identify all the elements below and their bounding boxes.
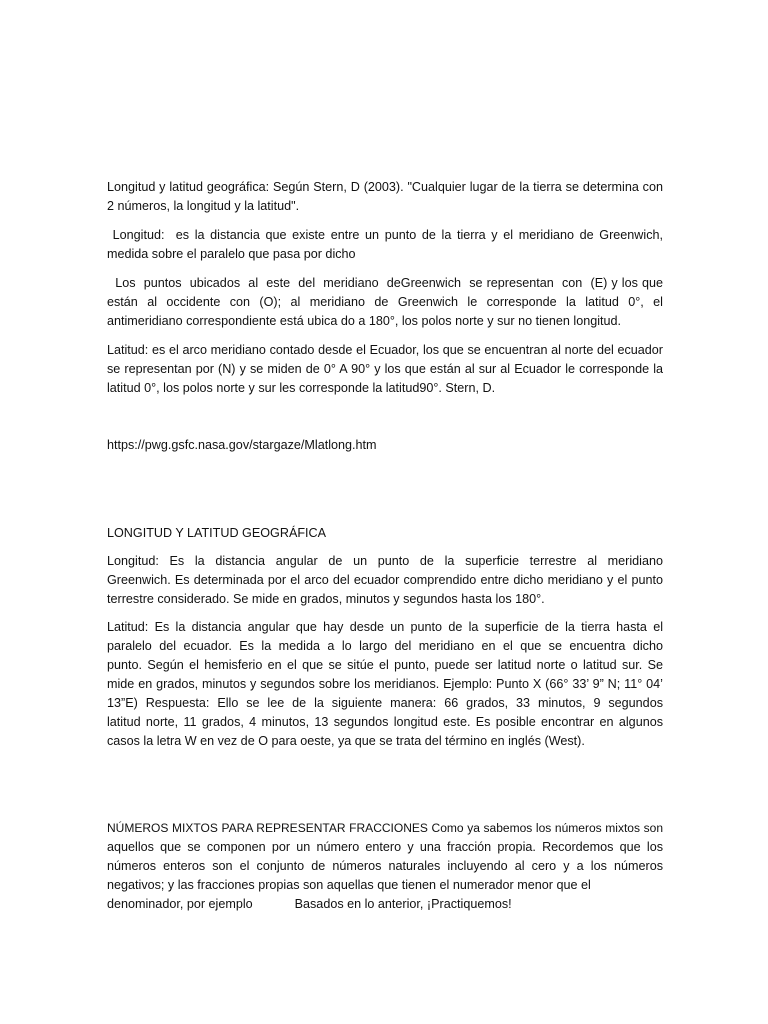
text-line: terrestre considerado. Se mide en grados, minutos y segundos hasta los 180°. (107, 592, 545, 606)
text-line: se representan por (N) y se miden de 0° A 90° y los que están al sur al Ecuador le corresponde la (107, 362, 663, 376)
text-line: Longitud: Es la distancia angular de un punto de la superficie terrestre al meridiano (107, 554, 663, 568)
text-line: negativos; y las fracciones propias son aquellas que tienen el numerador menor que el (107, 878, 591, 892)
paragraph-latitud-definition (107, 341, 663, 398)
text-line: números enteros son el conjunto de números naturales incluyendo al cero y a los números (107, 859, 663, 873)
paragraph-puntos-este (107, 274, 663, 331)
text-line: están al occidente con (O); al meridiano de Greenwich le corresponde la latitud 0°, el (107, 295, 663, 309)
text-line: paralelo del ecuador. Es la medida a lo largo del meridiano en el que se encuentra dicho (107, 639, 663, 653)
text-line: antimeridiano correspondiente está ubica do a 180°, los polos norte y sur no tienen longitud. (107, 314, 622, 328)
paragraph-longitud-angular (107, 552, 663, 609)
text-line: mide en grados, minutos y segundos sobre los meridianos. Ejemplo: Punto X (66° 33’ 9” N; 11° 04’ (107, 677, 663, 691)
text-line: Los puntos ubicados al este del meridiano deGreenwich se representan con (E) y los que (107, 276, 663, 290)
text-line: latitud norte, 11 grados, 4 minutos, 13 segundos longitud este. Es posible encontrar en algunos (107, 715, 663, 729)
section-heading (107, 524, 663, 543)
paragraph-numeros-mixtos (107, 819, 663, 914)
text-line: NÚMEROS MIXTOS PARA REPRESENTAR FRACCIONES Como ya sabemos los números mixtos son (107, 821, 663, 835)
text-line: casos la letra W en vez de O para oeste, ya que se trata del término en inglés (West). (107, 734, 585, 748)
source-url (107, 436, 663, 455)
text-line: latitud 0°, los polos norte y sur les corresponde la latitud90°. Stern, D. (107, 381, 496, 395)
text-line: aquellos que se componen por un número entero y una fracción propia. Recordemos que los (107, 840, 663, 854)
text-line: https://pwg.gsfc.nasa.gov/stargaze/Mlatlong.htm (107, 438, 377, 452)
text-line: Latitud: Es la distancia angular que hay desde un punto de la superficie de la tierra hasta el (107, 620, 663, 634)
text-line: Greenwich. Es determinada por el arco del ecuador comprendido entre dicho meridiano y el punto (107, 573, 663, 587)
paragraph-latitud-angular (107, 618, 663, 751)
text-line: Longitud: es la distancia que existe entre un punto de la tierra y el meridiano de Greenwich, (107, 228, 663, 242)
text-line: Latitud: es el arco meridiano contado desde el Ecuador, los que se encuentran al norte del ecuador (107, 343, 663, 357)
text-line: Longitud y latitud geográfica: Según Stern, D (2003). "Cualquier lugar de la tierra se determina con (107, 180, 663, 194)
paragraph-longitud-latitud-intro (107, 178, 663, 216)
text-line: punto. Según el hemisferio en el que se sitúe el punto, puede ser latitud norte o latitud sur. Se (107, 658, 663, 672)
text-line: denominador, por ejemplo Basados en lo anterior, ¡Practiquemos! (107, 897, 512, 911)
text-line: 2 números, la longitud y la latitud". (107, 199, 300, 213)
paragraph-longitud-definition (107, 226, 663, 264)
text-line: medida sobre el paralelo que pasa por dicho (107, 247, 356, 261)
text-line: 13”E) Respuesta: Ello se lee de la siguiente manera: 66 grados, 33 minutos, 9 segundos (107, 696, 663, 710)
text-line: LONGITUD Y LATITUD GEOGRÁFICA (107, 526, 327, 540)
